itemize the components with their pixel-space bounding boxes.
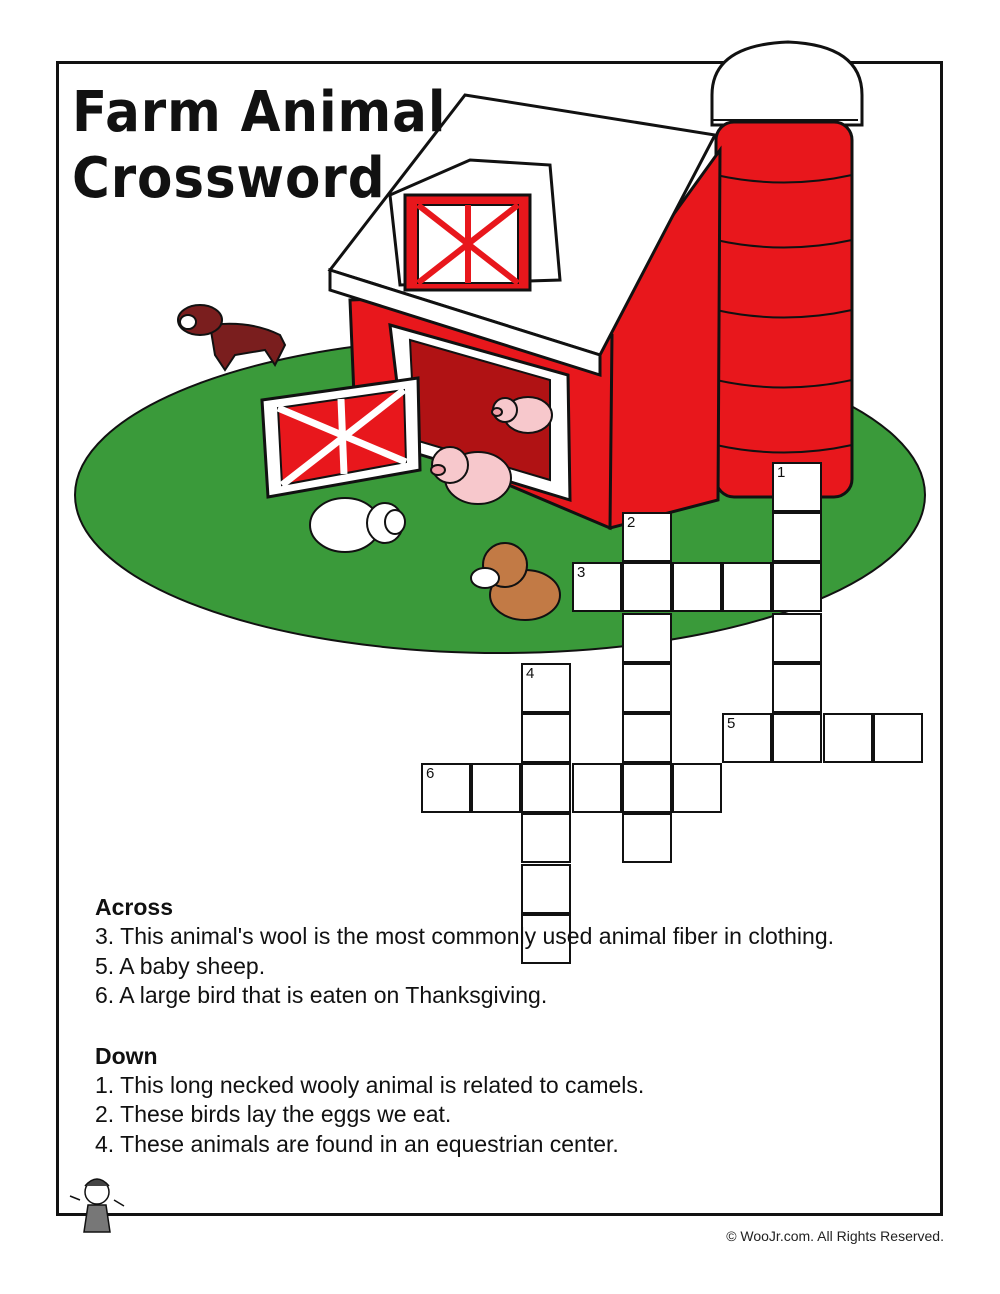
clue-number: 3: [577, 564, 586, 581]
crossword-cell-1[interactable]: [772, 462, 822, 512]
woojr-mascot-icon: [70, 1179, 124, 1232]
crossword-cell[interactable]: [672, 763, 722, 813]
crossword-cell[interactable]: [772, 512, 822, 562]
across-clue: 6. A large bird that is eaten on Thanksgiving.: [95, 982, 548, 1008]
clue-number: 4: [526, 665, 535, 682]
crossword-cell[interactable]: [521, 713, 571, 763]
crossword-cell[interactable]: [471, 763, 521, 813]
crossword-cell[interactable]: [622, 713, 672, 763]
crossword-cell[interactable]: [622, 813, 672, 863]
crossword-cell[interactable]: [722, 562, 772, 612]
crossword-cell[interactable]: [622, 663, 672, 713]
crossword-cell[interactable]: [622, 613, 672, 663]
across-clue-list: [95, 922, 834, 1011]
crossword-cell[interactable]: [772, 613, 822, 663]
crossword-cell[interactable]: [622, 763, 672, 813]
down-heading: Down: [95, 1042, 158, 1069]
clue-number: 5: [727, 715, 736, 732]
copyright-footer: © WooJr.com. All Rights Reserved.: [726, 1228, 944, 1244]
down-clue: 2. These birds lay the eggs we eat.: [95, 1101, 452, 1127]
crossword-cell[interactable]: [772, 562, 822, 612]
title-line-1: Farm Animal: [72, 80, 447, 145]
crossword-cell[interactable]: [873, 713, 923, 763]
clue-number: 6: [426, 765, 435, 782]
down-clue: 4. These animals are found in an equestrian center.: [95, 1130, 619, 1157]
crossword-cell-6[interactable]: [421, 763, 471, 813]
clue-number: 2: [627, 514, 636, 531]
crossword-cell[interactable]: [823, 713, 873, 763]
crossword-cell[interactable]: [772, 713, 822, 763]
horse: [178, 305, 285, 370]
silo: [712, 42, 862, 497]
clues-section: [95, 892, 834, 1159]
crossword-cell[interactable]: [622, 562, 672, 612]
crossword-cell[interactable]: [572, 763, 622, 813]
across-clue: 3. This animal's wool is the most commonly used animal fiber in clothing.: [95, 923, 835, 949]
crossword-cell[interactable]: [772, 663, 822, 713]
crossword-cell-3[interactable]: [572, 562, 622, 612]
down-clue-list: [95, 1071, 834, 1160]
crossword-cell-5[interactable]: [722, 713, 772, 763]
down-clue: 1. This long necked wooly animal is related to camels.: [95, 1071, 645, 1098]
page-title: [72, 80, 446, 212]
crossword-cell-2[interactable]: [622, 512, 672, 562]
across-clue: 5. A baby sheep.: [95, 952, 266, 979]
title-line-2: Crossword: [72, 146, 386, 211]
crossword-cell-4[interactable]: [521, 663, 571, 713]
crossword-cell[interactable]: [521, 813, 571, 863]
crossword-cell[interactable]: [672, 562, 722, 612]
across-heading: Across: [95, 894, 173, 920]
clue-number: 1: [777, 464, 786, 481]
crossword-cell[interactable]: [521, 763, 571, 813]
